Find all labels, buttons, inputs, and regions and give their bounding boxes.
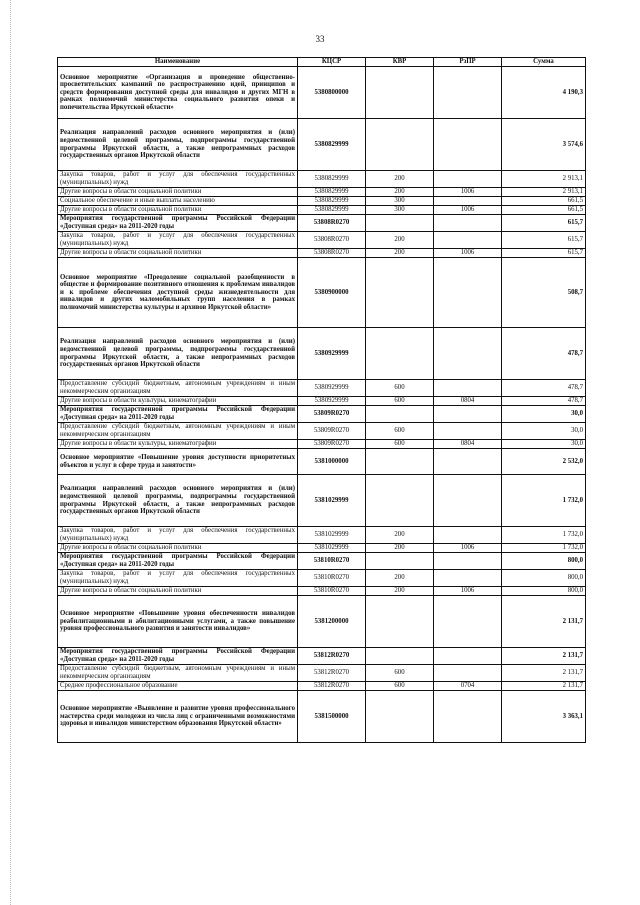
row-name: Реализация направлений расходов основного мероприятия и (или) ведомственной целевой программы, подпрограммы государственной программы Иркутской области, а также непрограммных расходов государственных органов Иркутской области [58,475,298,527]
row-sum: 800,0 [502,553,586,570]
row-sum: 30,0 [502,406,586,423]
row-kvr: 200 [366,232,434,249]
row-name: Предоставление субсидий бюджетным, автономным учреждениям и иным некоммерческим организациям [58,665,298,682]
scan-margin-line [10,0,11,905]
row-name: Другие вопросы в области культуры, кинематографии [58,440,298,449]
row-sum: 1 732,0 [502,475,586,527]
row-name: Закупка товаров, работ и услуг для обеспечения государственных (муниципальных) нужд [58,527,298,544]
header-kvr: КВР [366,58,434,67]
row-sum: 661,5 [502,206,586,215]
row-sum: 2 913,1 [502,188,586,197]
table-row [58,258,586,328]
row-name: Реализация направлений расходов основного мероприятия и (или) ведомственной целевой программы, подпрограммы государственной программы Иркутской области, а также непрограммных расходов государственных органов Иркутской области [58,119,298,171]
row-kcsr: 53812R0270 [298,648,366,665]
row-kvr: 300 [366,197,434,206]
table-row [58,397,586,406]
row-sum: 1 732,0 [502,544,586,553]
row-name: Основное мероприятие «Преодоление социальной разобщенности в обществе и формирование позитивного отношения к проблемам инвалидов и к проблеме обеспечения доступной среды жизнедеятельности для инвалидов и других маломобильных групп населения в рамках полномочий министерства культуры и архивов Иркутской области» [58,258,298,328]
row-sum: 478,7 [502,380,586,397]
row-sum: 2 131,7 [502,682,586,691]
row-kcsr: 5380929999 [298,397,366,406]
row-rzpr [434,119,502,171]
row-name: Основное мероприятие «Выявление и развитие уровня профессионального мастерства среди молодежи из числа лиц с ограниченными возможностями здоровья и инвалидов министерством образования Иркутской области» [58,691,298,743]
row-kcsr: 5381500000 [298,691,366,743]
row-rzpr [434,232,502,249]
row-sum: 615,7 [502,215,586,232]
row-sum: 2 131,7 [502,648,586,665]
row-kvr [366,406,434,423]
row-sum: 2 131,7 [502,596,586,648]
row-kcsr: 53812R0270 [298,665,366,682]
row-rzpr [434,258,502,328]
row-sum: 661,5 [502,197,586,206]
row-kvr [366,67,434,119]
row-kvr [366,596,434,648]
row-rzpr: 1006 [434,587,502,596]
row-rzpr [434,648,502,665]
row-name: Среднее профессиональное образование [58,682,298,691]
row-rzpr [434,596,502,648]
row-sum: 478,7 [502,328,586,380]
table-row [58,596,586,648]
header-sum: Сумма [502,58,586,67]
row-rzpr [434,691,502,743]
row-rzpr [434,171,502,188]
table-row [58,249,586,258]
header-rzpr: РзПР [434,58,502,67]
table-row [58,328,586,380]
row-rzpr [434,215,502,232]
row-kcsr: 5380829999 [298,119,366,171]
row-name: Другие вопросы в области социальной политики [58,544,298,553]
row-name: Основное мероприятие «Повышение уровня доступности приоритетных объектов и услуг в сфере труда и занятости» [58,449,298,475]
row-sum: 2 532,0 [502,449,586,475]
row-rzpr [434,67,502,119]
row-kvr: 200 [366,249,434,258]
table-row [58,406,586,423]
row-rzpr [434,328,502,380]
table-row [58,587,586,596]
table-row [58,232,586,249]
row-kcsr: 53808R0270 [298,249,366,258]
row-rzpr: 1006 [434,544,502,553]
row-kvr: 200 [366,171,434,188]
row-kcsr: 53810R0270 [298,553,366,570]
row-name: Другие вопросы в области культуры, кинематографии [58,397,298,406]
row-kcsr: 5380829999 [298,206,366,215]
row-kvr [366,553,434,570]
row-kcsr: 5380800000 [298,67,366,119]
row-rzpr: 1006 [434,206,502,215]
row-sum: 4 190,3 [502,67,586,119]
row-kcsr: 5380929999 [298,328,366,380]
table-row [58,570,586,587]
row-kvr [366,648,434,665]
row-sum: 3 363,1 [502,691,586,743]
row-kcsr: 53809R0270 [298,406,366,423]
row-name: Мероприятия государственной программы Российской Федерации «Доступная среда» на 2011-2020 годы [58,648,298,665]
row-kcsr: 5380929999 [298,380,366,397]
table-row [58,67,586,119]
row-kcsr: 5381200000 [298,596,366,648]
row-kvr: 600 [366,440,434,449]
table-row [58,648,586,665]
row-rzpr [434,475,502,527]
row-kvr [366,215,434,232]
row-kvr: 600 [366,665,434,682]
row-rzpr [434,449,502,475]
table-row [58,119,586,171]
row-rzpr: 0804 [434,440,502,449]
row-rzpr [434,406,502,423]
row-kvr: 600 [366,397,434,406]
row-sum: 800,0 [502,587,586,596]
row-rzpr: 0704 [434,682,502,691]
table-row [58,475,586,527]
row-rzpr [434,553,502,570]
row-sum: 478,7 [502,397,586,406]
row-rzpr [434,380,502,397]
row-rzpr [434,527,502,544]
row-kvr: 200 [366,587,434,596]
table-row [58,215,586,232]
row-name: Предоставление субсидий бюджетным, автономным учреждениям и иным некоммерческим организациям [58,380,298,397]
row-name: Социальное обеспечение и иные выплаты населению [58,197,298,206]
row-rzpr: 1006 [434,249,502,258]
row-sum: 30,0 [502,423,586,440]
row-sum: 2 913,1 [502,171,586,188]
row-name: Предоставление субсидий бюджетным, автономным учреждениям и иным некоммерческим организациям [58,423,298,440]
table-row [58,527,586,544]
page-number: 33 [315,34,325,44]
table-row [58,449,586,475]
row-kvr: 300 [366,206,434,215]
row-rzpr [434,570,502,587]
row-sum: 2 131,7 [502,665,586,682]
row-kvr [366,258,434,328]
row-kcsr: 53810R0270 [298,587,366,596]
row-kvr: 200 [366,544,434,553]
row-rzpr [434,423,502,440]
row-sum: 30,0 [502,440,586,449]
table-row [58,206,586,215]
table-header-row [58,58,586,67]
row-kvr: 200 [366,570,434,587]
row-kcsr: 5380829999 [298,197,366,206]
table-row [58,665,586,682]
table-row [58,423,586,440]
row-kcsr: 5381000000 [298,449,366,475]
row-kcsr: 5380829999 [298,188,366,197]
row-name: Реализация направлений расходов основного мероприятия и (или) ведомственной целевой программы, подпрограммы государственной программы Иркутской области, а также непрограммных расходов государственных органов Иркутской области [58,328,298,380]
row-name: Мероприятия государственной программы Российской Федерации «Доступная среда» на 2011-2020 годы [58,553,298,570]
row-name: Другие вопросы в области социальной политики [58,249,298,258]
row-kcsr: 5381029999 [298,475,366,527]
row-kvr [366,691,434,743]
table-row [58,440,586,449]
budget-table [57,57,586,743]
row-rzpr: 1006 [434,188,502,197]
row-kcsr: 53808R0270 [298,215,366,232]
table-row [58,691,586,743]
row-name: Другие вопросы в области социальной политики [58,188,298,197]
row-kcsr: 53812R0270 [298,682,366,691]
row-name: Другие вопросы в области социальной политики [58,206,298,215]
row-name: Мероприятия государственной программы Российской Федерации «Доступная среда» на 2011-2020 годы [58,406,298,423]
row-sum: 615,7 [502,249,586,258]
row-kcsr: 5380829999 [298,171,366,188]
row-kcsr: 5380900000 [298,258,366,328]
row-kvr: 600 [366,380,434,397]
row-sum: 1 732,0 [502,527,586,544]
row-name: Мероприятия государственной программы Российской Федерации «Доступная среда» на 2011-2020 годы [58,215,298,232]
row-rzpr: 0804 [434,397,502,406]
row-kcsr: 53810R0270 [298,570,366,587]
header-kcsr: КЦСР [298,58,366,67]
row-rzpr [434,665,502,682]
row-kvr: 200 [366,188,434,197]
table-row [58,197,586,206]
row-name: Основное мероприятие «Повышение уровня обеспеченности инвалидов реабилитационными и абилитационными услугами, а также повышение уровня профессионального развития и занятости инвалидов» [58,596,298,648]
row-kcsr: 5381029999 [298,544,366,553]
row-name: Закупка товаров, работ и услуг для обеспечения государственных (муниципальных) нужд [58,570,298,587]
row-sum: 508,7 [502,258,586,328]
row-kvr [366,328,434,380]
table-row [58,380,586,397]
table-row [58,682,586,691]
row-rzpr [434,197,502,206]
table-row [58,188,586,197]
table-body [58,67,586,743]
row-sum: 615,7 [502,232,586,249]
row-name: Закупка товаров, работ и услуг для обеспечения государственных (муниципальных) нужд [58,232,298,249]
row-name: Другие вопросы в области социальной политики [58,587,298,596]
row-kvr [366,475,434,527]
row-kvr: 200 [366,527,434,544]
row-kcsr: 53809R0270 [298,440,366,449]
row-kvr: 600 [366,423,434,440]
table-row [58,544,586,553]
header-name: Наименование [58,58,298,67]
row-kcsr: 53808R0270 [298,232,366,249]
table-row [58,553,586,570]
table-row [58,171,586,188]
row-kvr [366,449,434,475]
row-sum: 800,0 [502,570,586,587]
row-name: Закупка товаров, работ и услуг для обеспечения государственных (муниципальных) нужд [58,171,298,188]
row-kvr: 600 [366,682,434,691]
row-sum: 3 574,6 [502,119,586,171]
row-kcsr: 5381029999 [298,527,366,544]
row-kvr [366,119,434,171]
row-kcsr: 53809R0270 [298,423,366,440]
row-name: Основное мероприятие «Организация и проведение общественно-просветительских кампаний по распространению идей, принципов и средств формирования доступной среды для инвалидов и других МГН в рамках полномочий министерства социального развития опеки и попечительства Иркутской области» [58,67,298,119]
